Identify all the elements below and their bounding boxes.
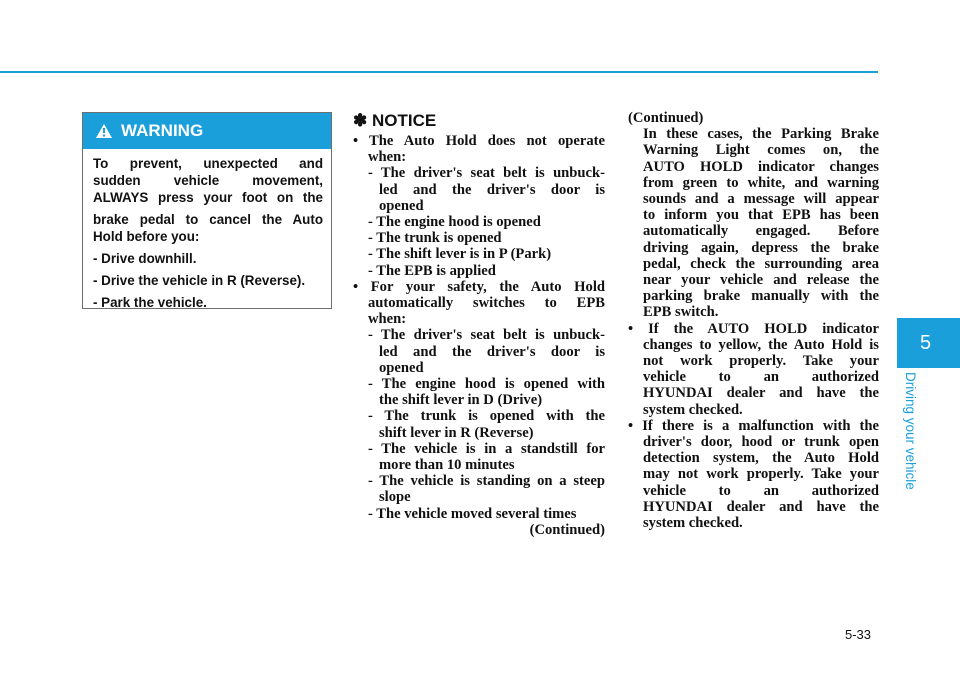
notice-line: - The trunk is opened with the xyxy=(368,408,605,425)
notice-line: the shift lever in D (Drive) xyxy=(379,392,543,409)
warning-box xyxy=(82,112,332,309)
notice-line: when: xyxy=(368,311,407,328)
warning-item: - Drive the vehicle in R (Reverse). xyxy=(93,273,306,288)
warning-item: - Drive downhill. xyxy=(93,251,197,266)
warning-item: - Park the vehicle. xyxy=(93,295,207,310)
chapter-number-tab: 5 xyxy=(897,318,960,368)
warning-line: brake pedal to cancel the Auto xyxy=(93,212,323,227)
page-number: 5-33 xyxy=(845,627,872,642)
notice-line: driving again, depress the brake xyxy=(643,239,879,256)
warning-title: WARNING xyxy=(121,121,204,140)
warning-line: To prevent, unexpected and xyxy=(93,156,323,171)
warning-line: Hold before you: xyxy=(93,229,200,244)
warning-header xyxy=(83,113,331,149)
notice-line: vehicle to an authorized xyxy=(643,369,879,386)
notice-line: - The EPB is applied xyxy=(368,262,496,279)
notice-line: opened xyxy=(379,359,424,376)
warning-triangle-icon xyxy=(95,123,113,139)
notice-line: Warning Light comes on, the xyxy=(643,142,879,159)
notice-line: - The vehicle is standing on a steep xyxy=(368,473,605,490)
warning-paragraph-1 xyxy=(93,155,323,206)
notice-line: more than 10 minutes xyxy=(379,457,515,474)
notice-line: pedal, check the surrounding area xyxy=(643,255,879,272)
notice-heading xyxy=(353,111,436,131)
notice-line: when: xyxy=(368,149,407,166)
notice-line: (Continued) xyxy=(529,521,605,538)
notice-line: detection system, the Auto Hold xyxy=(643,450,879,467)
notice-line: from green to white, and warning xyxy=(643,174,879,191)
warning-body xyxy=(83,149,331,311)
notice-line: driver's door, hood or trunk open xyxy=(643,434,879,451)
notice-line: sounds and a message will appear xyxy=(643,191,879,208)
warning-line: ALWAYS press your foot on the xyxy=(93,190,323,205)
notice-line: automatically engaged. Before xyxy=(643,223,879,240)
notice-column-right xyxy=(628,110,879,531)
notice-line: - The driver's seat belt is unbuck- xyxy=(368,165,605,182)
chapter-label-text: Driving your vehicle xyxy=(903,372,918,490)
notice-title: NOTICE xyxy=(371,111,437,130)
header-rule xyxy=(0,71,878,73)
notice-line: slope xyxy=(379,489,411,506)
notice-line: system checked. xyxy=(643,515,743,532)
notice-line: may not work properly. Take your xyxy=(643,466,879,483)
notice-line: - The shift lever is in P (Park) xyxy=(368,246,552,263)
notice-line: parking brake manually with the xyxy=(643,288,879,305)
notice-line: to inform you that EPB has been xyxy=(643,207,879,224)
notice-star-icon: ✽ xyxy=(353,111,372,130)
notice-line: • The Auto Hold does not operate xyxy=(353,133,605,149)
chapter-label xyxy=(902,372,920,502)
notice-line: vehicle to an authorized xyxy=(643,482,879,499)
notice-line: • If there is a malfunction with the xyxy=(628,417,879,434)
notice-column-left xyxy=(353,133,605,538)
notice-line: led and the driver's door is xyxy=(379,343,605,360)
notice-line: - The engine hood is opened with xyxy=(368,376,605,393)
notice-line: • If the AUTO HOLD indicator xyxy=(628,320,879,337)
notice-line: AUTO HOLD indicator changes xyxy=(643,158,879,175)
warning-line: sudden vehicle movement, xyxy=(93,173,323,188)
notice-line: automatically switches to EPB xyxy=(368,295,605,312)
notice-line: shift lever in R (Reverse) xyxy=(379,424,534,441)
notice-line: - The vehicle moved several times xyxy=(368,505,577,522)
notice-line: - The driver's seat belt is unbuck- xyxy=(368,327,605,344)
notice-line: HYUNDAI dealer and have the xyxy=(643,385,879,402)
notice-line: near your vehicle and release the xyxy=(643,272,879,289)
notice-line: led and the driver's door is xyxy=(379,181,605,198)
notice-line: system checked. xyxy=(643,401,743,418)
notice-line: - The engine hood is opened xyxy=(368,214,541,231)
notice-line: • For your safety, the Auto Hold xyxy=(353,278,605,295)
notice-line: opened xyxy=(379,197,424,214)
notice-line: EPB switch. xyxy=(643,304,719,321)
notice-line: - The vehicle is in a standstill for xyxy=(368,440,605,457)
notice-line: not work properly. Take your xyxy=(643,353,879,370)
notice-line: HYUNDAI dealer and have the xyxy=(643,498,879,515)
notice-line: (Continued) xyxy=(628,110,704,126)
notice-line: In these cases, the Parking Brake xyxy=(643,126,879,143)
warning-paragraph-2 xyxy=(93,211,323,245)
notice-line: - The trunk is opened xyxy=(368,230,502,247)
notice-line: changes to yellow, the Auto Hold is xyxy=(643,336,879,353)
